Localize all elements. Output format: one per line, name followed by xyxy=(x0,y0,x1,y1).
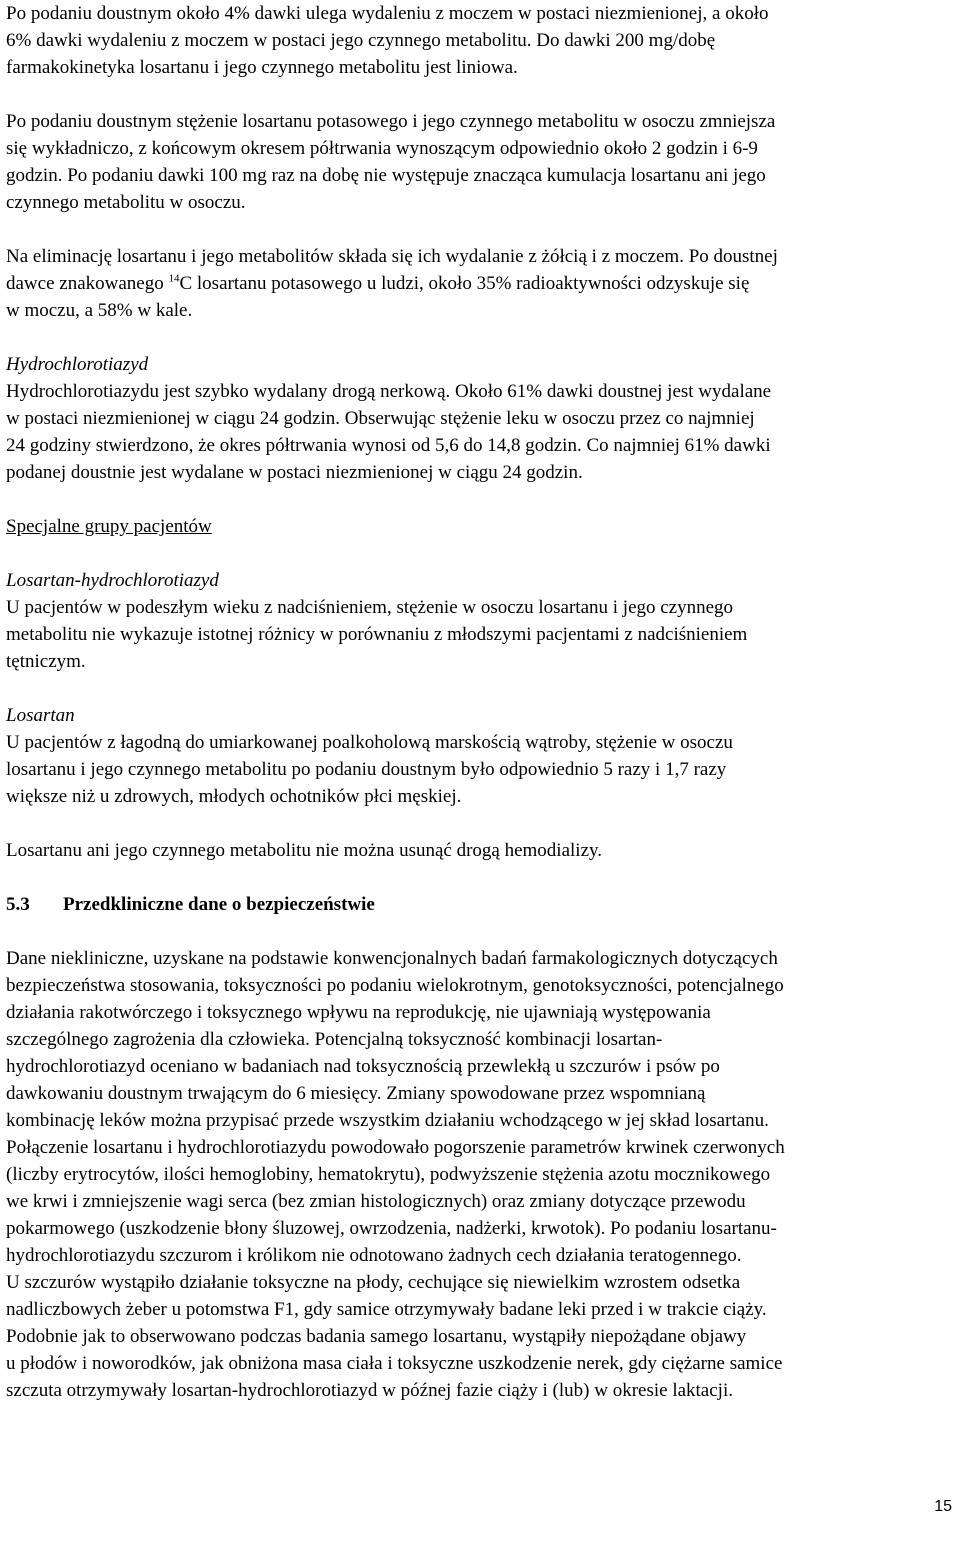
elimination-text-part2: C losartanu potasowego u ludzi, około 35% radioaktywności odzyskuje się w moczu, a 58% w kale. xyxy=(6,273,750,321)
paragraph-hepatic-impairment: U pacjentów z łagodną do umiarkowanej poalkoholową marskością wątroby, stężenie w osoczu losartanu i jego czynnego metabolitu po podaniu doustnym było odpowiednio 5 razy i 1,7 razy większe niż u zdrowych, młodych ochotników płci męskiej. xyxy=(6,732,733,807)
heading-special-groups: Specjalne grupy pacjentów xyxy=(6,516,212,537)
paragraph-hemodialysis: Losartanu ani jego czynnego metabolitu nie można usunąć drogą hemodializy. xyxy=(6,840,603,861)
section-title: Przedkliniczne dane o bezpieczeństwie xyxy=(63,894,375,915)
paragraph-preclinical-data: Dane niekliniczne, uzyskane na podstawie konwencjonalnych badań farmakologicznych dotyczących bezpieczeństwa stosowania, toksyczności po podaniu wielokrotnym, genotoksyczności, potencjalnego działania rakotwórczego i toksycznego wpływu na reprodukcję, nie ujawniają występowania szczególnego zagrożenia dla człowieka. Potencjalną toksyczność kombinacji losartan- hydrochlorotiazyd oceniano w badaniach nad toksycznością przewlekłą u szczurów i psów po dawkowaniu doustnym trwającym do 6 miesięcy. Zmiany spowodowane przez wspomnianą kombinację leków można przypisać przede wszystkim działaniu wchodzącego w jej skład losartanu. Połączenie losartanu i hydrochlorotiazydu powodowało pogorszenie parametrów krwinek czerwonych (liczby erytrocytów, ilości hemoglobiny, hematokrytu), podwyższenie stężenia azotu mocznikowego we krwi i zmniejszenie wagi serca (bez zmian histologicznych) oraz zmiany dotyczące przewodu pokarmowego (uszkodzenie błony śluzowej, owrzodzenia, nadżerki, krwotok). Po podaniu losartanu- hydrochlorotiazydu szczurom i królikom nie odnotowano żadnych cech działania teratogennego. U szczurów wystąpiło działanie toksyczne na płody, cechujące się niewielkim wzrostem odsetka nadliczbowych żeber u potomstwa F1, gdy samice otrzymywały badane leki przed i w trakcie ciąży. Podobnie jak to obserwowano podczas badania samego losartanu, wystąpiły niepożądane objawy u płodów i noworodków, jak obniżona masa ciała i toksyczne uszkodzenie nerek, gdy ciężarne samice szczuta otrzymywały losartan-hydrochlorotiazyd w późnej fazie ciąży i (lub) w okresie laktacji. xyxy=(6,948,785,1401)
document-page xyxy=(6,0,952,1404)
subheading-losartan-hydrochlorotiazyd: Losartan-hydrochlorotiazyd xyxy=(6,570,219,591)
section-heading-5-3 xyxy=(6,891,952,918)
subheading-losartan: Losartan xyxy=(6,705,75,726)
page-number: 15 xyxy=(934,1498,952,1515)
paragraph-plasma-concentration: Po podaniu doustnym stężenie losartanu potasowego i jego czynnego metabolitu w osoczu zmniejsza się wykładniczo, z końcowym okresem półtrwania wynoszącym odpowiednio około 2 godzin i 6-9 godzin. Po podaniu dawki 100 mg raz na dobę nie występuje znacząca kumulacja losartanu ani jego czynnego metabolitu w osoczu. xyxy=(6,111,776,213)
subheading-hydrochlorotiazyd: Hydrochlorotiazyd xyxy=(6,354,149,375)
paragraph-elimination xyxy=(6,243,952,324)
isotope-superscript: 14 xyxy=(168,272,180,285)
elimination-text-part1: Na eliminację losartanu i jego metabolitów składa się ich wydalanie z żółcią i z moczem. Po doustnej dawce znakowanego xyxy=(6,246,778,294)
section-number: 5.3 xyxy=(6,894,30,915)
paragraph-hydrochlorotiazyd: Hydrochlorotiazydu jest szybko wydalany drogą nerkową. Około 61% dawki doustnej jest wydalane w postaci niezmienionej w ciągu 24 godzin. Obserwując stężenie leku w osoczu przez co najmniej 24 godziny stwierdzono, że okres półtrwania wynosi od 5,6 do 14,8 godzin. Co najmniej 61% dawki podanej doustnie jest wydalane w postaci niezmienionej w ciągu 24 godzin. xyxy=(6,381,772,483)
paragraph-elderly-patients: U pacjentów w podeszłym wieku z nadciśnieniem, stężenie w osoczu losartanu i jego czynnego metabolitu nie wykazuje istotnej różnicy w porównaniu z młodszymi pacjentami z nadciśnieniem tętniczym. xyxy=(6,597,748,672)
paragraph-excretion: Po podaniu doustnym około 4% dawki ulega wydaleniu z moczem w postaci niezmienionej, a około 6% dawki wydaleniu z moczem w postaci jego czynnego metabolitu. Do dawki 200 mg/dobę farmakokinetyka losartanu i jego czynnego metabolitu jest liniowa. xyxy=(6,3,769,78)
